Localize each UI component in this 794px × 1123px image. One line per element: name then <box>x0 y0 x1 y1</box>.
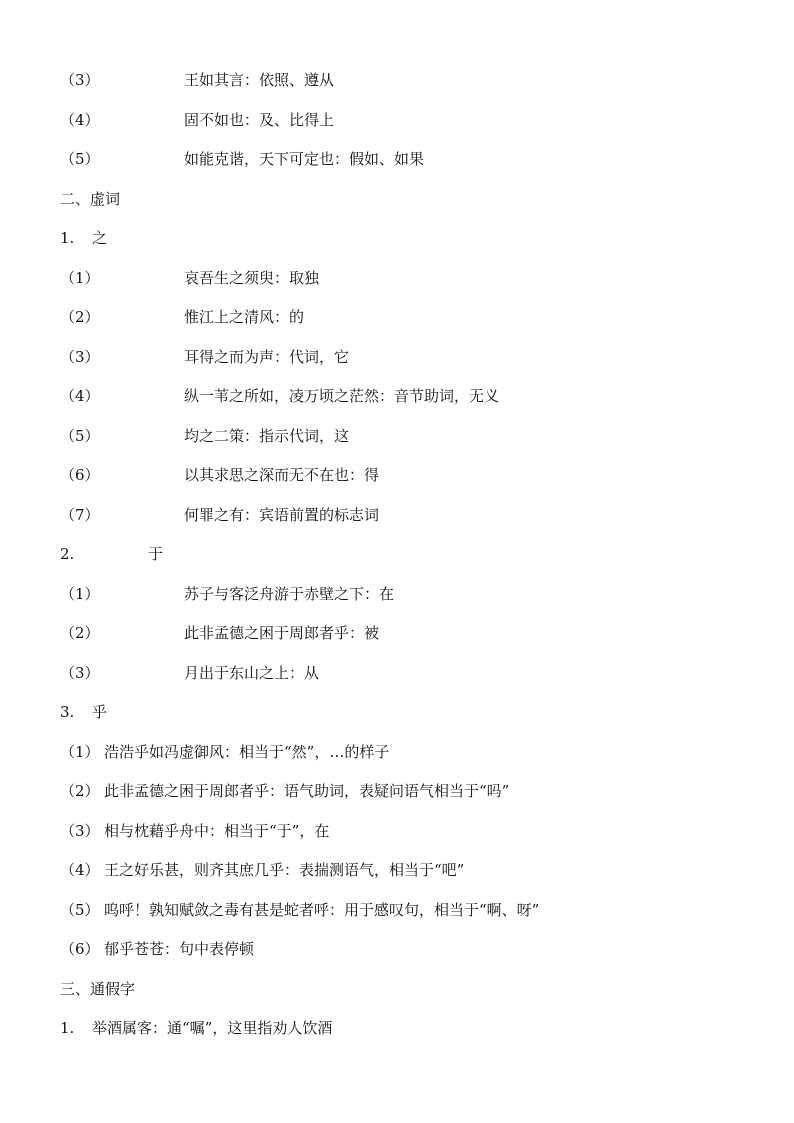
item-number: （1） <box>60 585 100 603</box>
item-text: 于 <box>148 545 164 563</box>
item-number: （4） <box>60 111 100 129</box>
list-item <box>60 779 509 803</box>
list-item <box>60 463 379 487</box>
list-item <box>60 503 379 527</box>
item-text: 哀吾生之须臾：取独 <box>184 269 320 287</box>
item-text: 呜呼！孰知赋敛之毒有甚是蛇者呼：用于感叹句，相当于“啊、呀” <box>104 901 540 919</box>
item-number: （2） <box>60 624 100 642</box>
subsection-heading <box>60 700 107 724</box>
item-text: 以其求思之深而无不在也：得 <box>184 466 380 484</box>
item-number: （3） <box>60 71 100 89</box>
item-number: （1） <box>60 743 100 761</box>
list-item <box>60 266 319 290</box>
item-text: 何罪之有：宾语前置的标志词 <box>184 506 380 524</box>
item-number: （6） <box>60 940 100 958</box>
item-text: 乎 <box>92 703 108 721</box>
item-number: （3） <box>60 822 100 840</box>
subsection-heading <box>60 542 163 566</box>
item-text: 如能克谐，天下可定也：假如、如果 <box>184 150 425 168</box>
item-text: 月出于东山之上：从 <box>184 664 320 682</box>
item-number: （6） <box>60 466 100 484</box>
item-text: 耳得之而为声：代词，它 <box>184 348 350 366</box>
item-number: 3. <box>60 703 75 721</box>
list-item <box>60 819 329 843</box>
list-item <box>60 621 379 645</box>
section-heading-text: 二、虚词 <box>60 190 121 208</box>
list-item <box>60 384 499 408</box>
item-number: （5） <box>60 150 100 168</box>
item-text: 此非孟德之困于周郎者乎：被 <box>184 624 380 642</box>
list-item <box>60 858 464 882</box>
list-item <box>60 740 389 764</box>
item-number: 2. <box>60 545 75 563</box>
item-text: 郁乎苍苍：句中表停顿 <box>104 940 255 958</box>
list-item <box>60 661 319 685</box>
item-text: 固不如也：及、比得上 <box>184 111 335 129</box>
item-text: 纵一苇之所如，凌万顷之茫然：音节助词，无义 <box>184 387 500 405</box>
list-item <box>60 582 394 606</box>
list-item <box>60 68 334 92</box>
list-item <box>60 305 304 329</box>
item-text: 王之好乐甚，则齐其庶几乎：表揣测语气，相当于“吧” <box>104 861 465 879</box>
item-number: （1） <box>60 269 100 287</box>
list-item <box>60 345 349 369</box>
list-item <box>60 1016 332 1040</box>
item-number: （5） <box>60 427 100 445</box>
item-text: 举酒属客：通“嘱”，这里指劝人饮酒 <box>92 1019 333 1037</box>
item-number: 1. <box>60 1019 75 1037</box>
item-text: 之 <box>92 229 108 247</box>
section-heading <box>60 977 135 1001</box>
item-number: （5） <box>60 901 100 919</box>
list-item <box>60 898 539 922</box>
list-item <box>60 147 424 171</box>
item-number: （7） <box>60 506 100 524</box>
item-number: （3） <box>60 348 100 366</box>
item-number: （3） <box>60 664 100 682</box>
subsection-heading <box>60 226 107 250</box>
item-text: 相与枕藉乎舟中：相当于“于”，在 <box>104 822 330 840</box>
list-item <box>60 424 349 448</box>
section-heading-text: 三、通假字 <box>60 980 136 998</box>
item-number: （4） <box>60 861 100 879</box>
list-item <box>60 108 334 132</box>
section-heading <box>60 187 120 211</box>
item-text: 浩浩乎如冯虚御风：相当于“然”，…的样子 <box>104 743 390 761</box>
item-text: 王如其言：依照、遵从 <box>184 71 335 89</box>
item-text: 均之二策：指示代词，这 <box>184 427 350 445</box>
list-item <box>60 937 254 961</box>
item-number: （4） <box>60 387 100 405</box>
item-number: 1. <box>60 229 75 247</box>
item-text: 惟江上之清风：的 <box>184 308 305 326</box>
item-number: （2） <box>60 782 100 800</box>
item-text: 苏子与客泛舟游于赤壁之下：在 <box>184 585 395 603</box>
item-text: 此非孟德之困于周郎者乎：语气助词，表疑问语气相当于“吗” <box>104 782 510 800</box>
item-number: （2） <box>60 308 100 326</box>
